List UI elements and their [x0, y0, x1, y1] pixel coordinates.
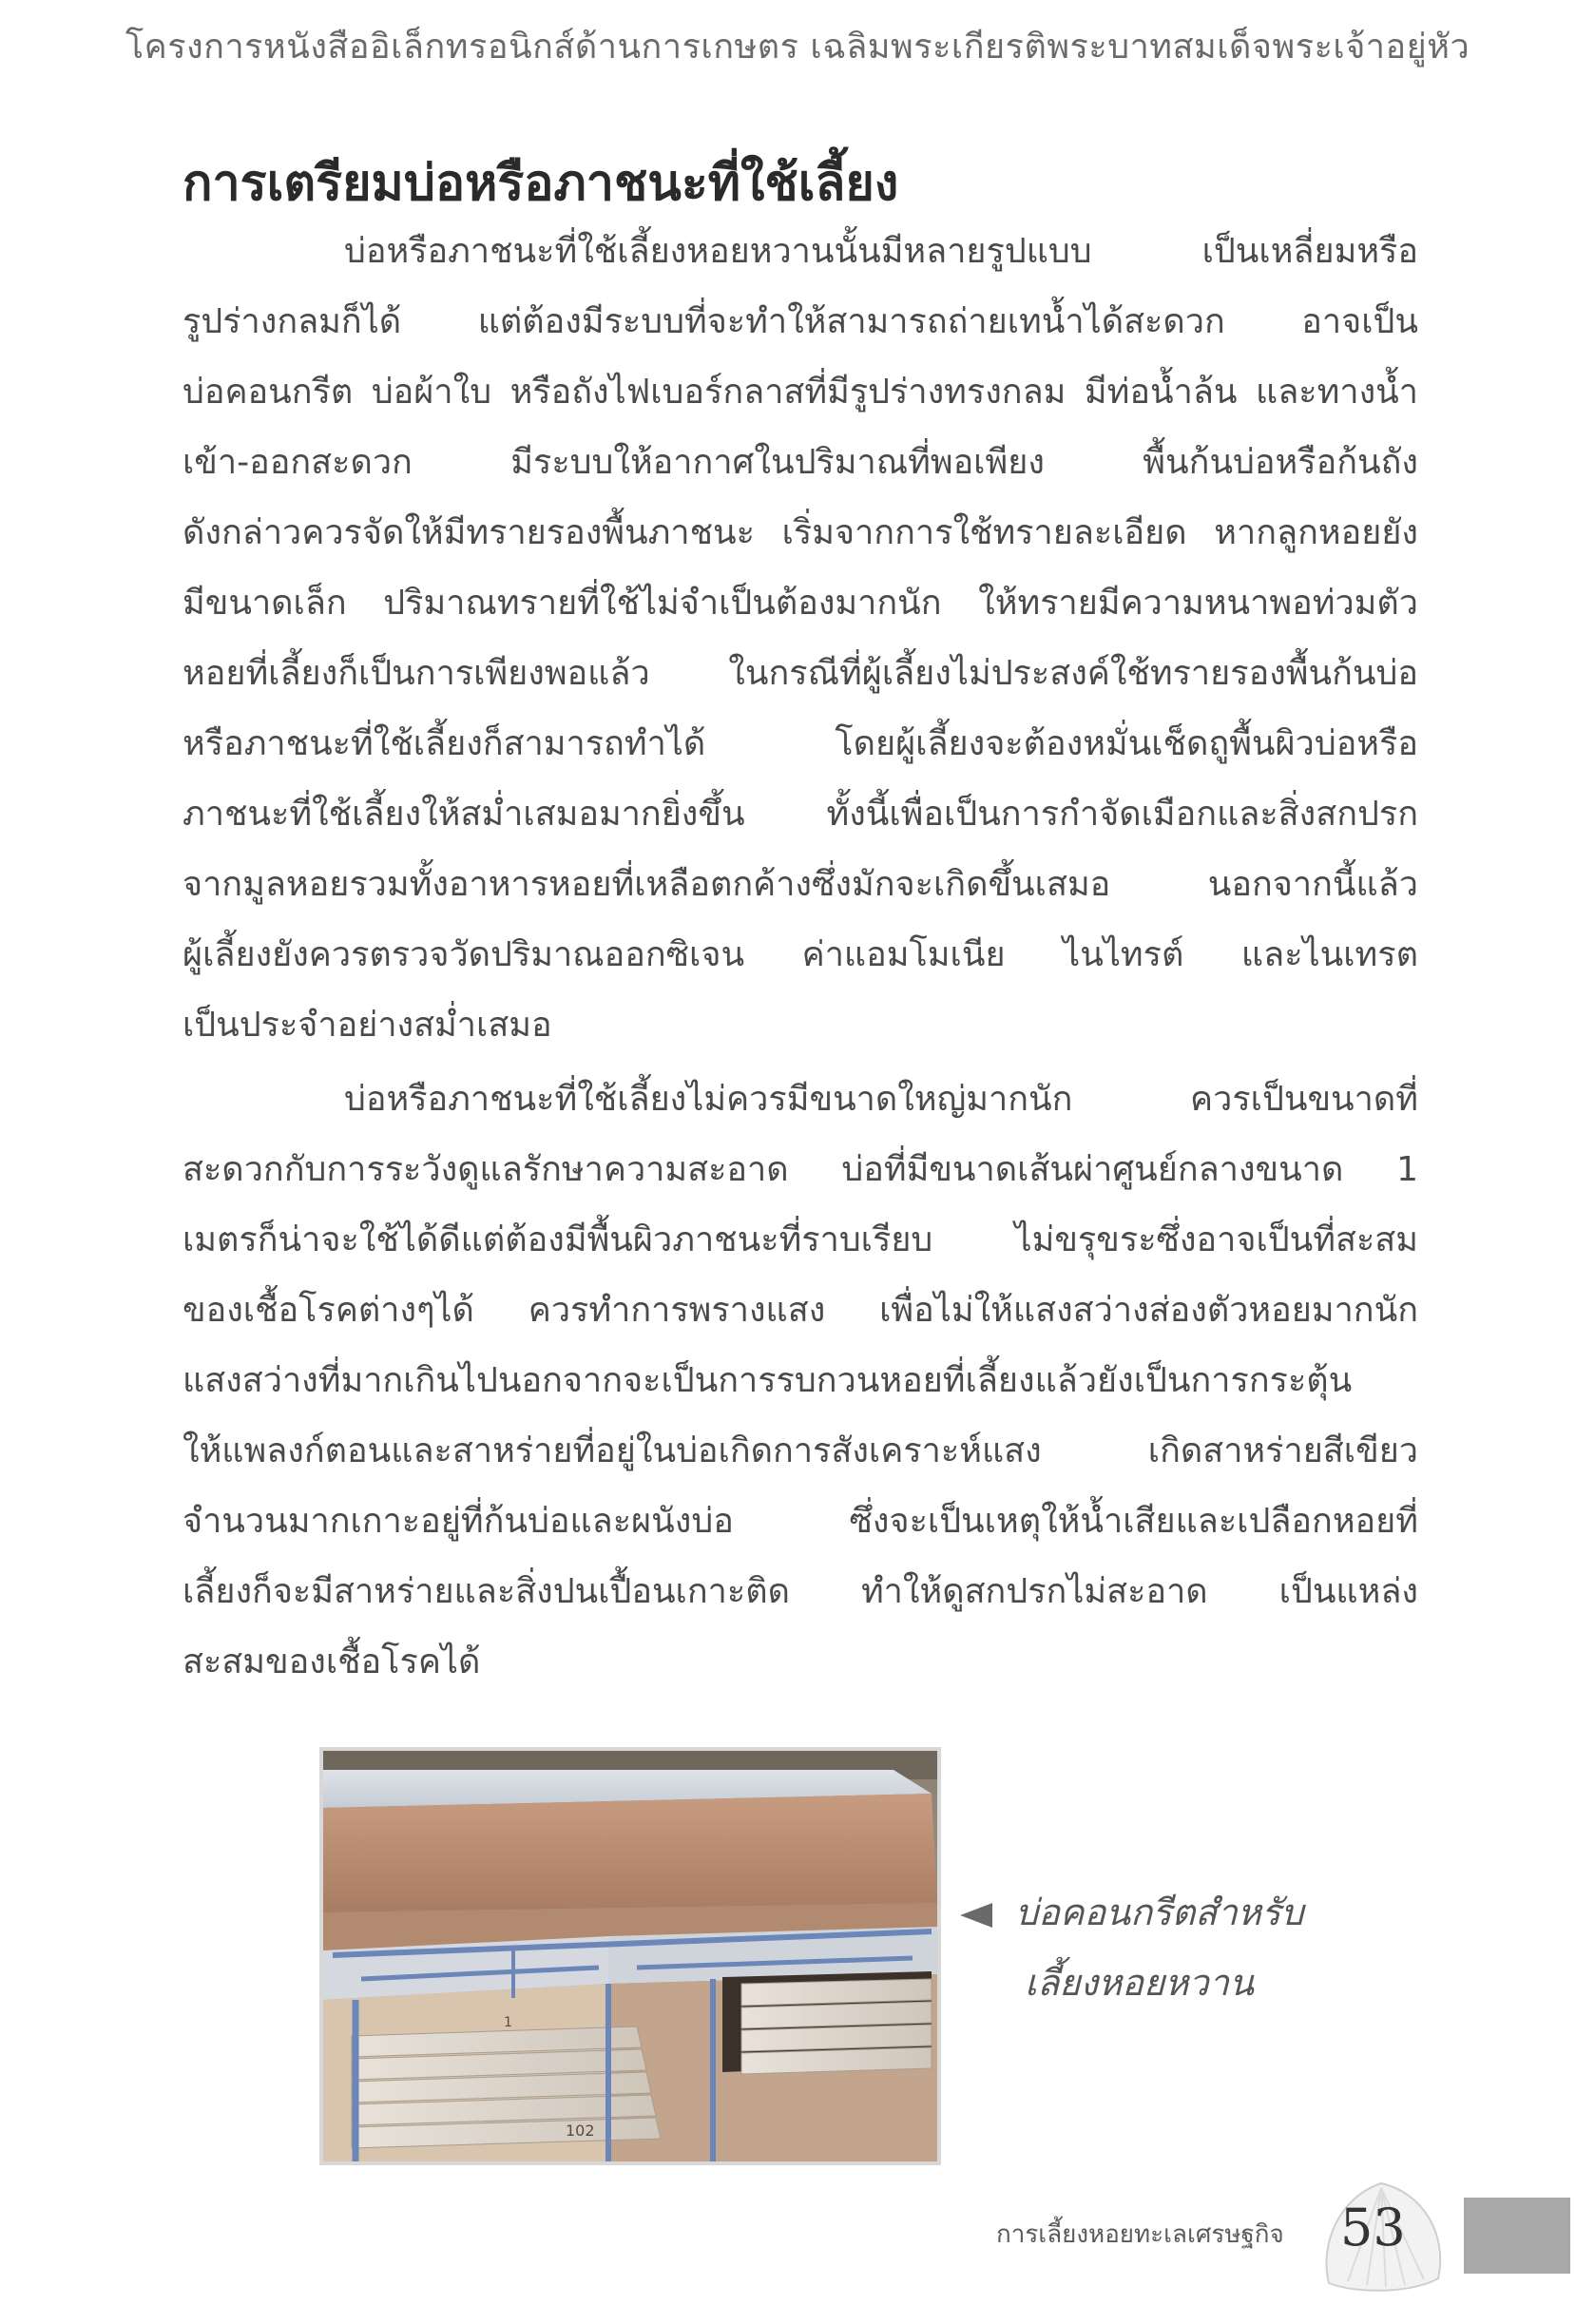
- text-line: เป็นประจำอย่างสม่ำเสมอ: [183, 1006, 552, 1045]
- text-line: เข้า-ออกสะดวก มีระบบให้อากาศในปริมาณที่พอเพียง พื้นก้นบ่อหรือก้นถัง: [183, 443, 1418, 482]
- corner-tab: [1464, 2198, 1570, 2274]
- text-line: จำนวนมากเกาะอยู่ที่ก้นบ่อและผนังบ่อ ซึ่งจะเป็นเหตุให้น้ำเสียและเปลือกหอยที่: [183, 1502, 1418, 1541]
- text-line: ให้แพลงก์ตอนและสาหร่ายที่อยู่ในบ่อเกิดการสังเคราะห์แสง เกิดสาหร่ายสีเขียว: [183, 1431, 1418, 1470]
- caption-line: บ่อคอนกรีตสำหรับ: [1015, 1892, 1304, 1933]
- paragraph-1: [183, 217, 1418, 1061]
- text-line: เมตรก็น่าจะใช้ได้ดีแต่ต้องมีพื้นผิวภาชนะที่ราบเรียบ ไม่ขรุขระซึ่งอาจเป็นที่สะสม: [183, 1220, 1418, 1259]
- text-line: สะดวกกับการระวังดูแลรักษาความสะอาด บ่อที่มีขนาดเส้นผ่าศูนย์กลางขนาด 1: [183, 1150, 1418, 1189]
- text-line: รูปร่างกลมก็ได้ แต่ต้องมีระบบที่จะทำให้สามารถถ่ายเทน้ำได้สะดวก อาจเป็น: [183, 302, 1418, 341]
- tank-label: 1: [504, 2015, 512, 2030]
- section-title: การเตรียมบ่อหรือภาชนะที่ใช้เลี้ยง: [183, 155, 899, 212]
- text-line: หรือภาชนะที่ใช้เลี้ยงก็สามารถทำได้ โดยผู้เลี้ยงจะต้องหมั่นเช็ดถูพื้นผิวบ่อหรือ: [183, 724, 1418, 763]
- text-line: ของเชื้อโรคต่างๆได้ ควรทำการพรางแสง เพื่อไม่ให้แสงสว่างส่องตัวหอยมากนัก: [183, 1291, 1418, 1330]
- page-number: 53: [1340, 2198, 1406, 2257]
- text-line: หอยที่เลี้ยงก็เป็นการเพียงพอแล้ว ในกรณีที่ผู้เลี้ยงไม่ประสงค์ใช้ทรายรองพื้นก้นบ่อ: [183, 654, 1418, 693]
- concrete-tank-photo: [319, 1747, 941, 2165]
- figure-caption: [960, 1877, 1303, 2018]
- text-line: ดังกล่าวควรจัดให้มีทรายรองพื้นภาชนะ เริ่มจากการใช้ทรายละเอียด หากลูกหอยยัง: [183, 513, 1418, 552]
- text-line: ภาชนะที่ใช้เลี้ยงให้สม่ำเสมอมากยิ่งขึ้น ทั้งนี้เพื่อเป็นการกำจัดเมือกและสิ่งสกปรก: [183, 795, 1418, 834]
- caption-line: เลี้ยงหอยหวาน: [1025, 1962, 1254, 2004]
- text-line: บ่อหรือภาชนะที่ใช้เลี้ยงไม่ควรมีขนาดใหญ่มากนัก ควรเป็นขนาดที่: [344, 1080, 1418, 1119]
- text-line: บ่อคอนกรีต บ่อผ้าใบ หรือถังไฟเบอร์กลาสที่มีรูปร่างทรงกลม มีท่อน้ำล้น และทางน้ำ: [183, 373, 1418, 412]
- text-line: สะสมของเชื้อโรคได้: [183, 1642, 481, 1681]
- concrete-tank-illustration: [323, 1751, 937, 2161]
- text-line: ผู้เลี้ยงยังควรตรวจวัดปริมาณออกซิเจน ค่าแอมโมเนีย ไนไทรต์ และไนเทรต: [183, 935, 1418, 974]
- running-header: โครงการหนังสืออิเล็กทรอนิกส์ด้านการเกษตร เฉลิมพระเกียรติพระบาทสมเด็จพระเจ้าอยู่หัว: [125, 28, 1470, 67]
- pointer-arrow-icon: [960, 1903, 992, 1928]
- tank-label: 102: [566, 2122, 595, 2140]
- paragraph-2: [183, 1065, 1418, 1698]
- footer-book-title: การเลี้ยงหอยทะเลเศรษฐกิจ: [996, 2220, 1284, 2249]
- text-line: เลี้ยงก็จะมีสาหร่ายและสิ่งปนเปื้อนเกาะติด ทำให้ดูสกปรกไม่สะอาด เป็นแหล่ง: [183, 1572, 1418, 1611]
- text-line: จากมูลหอยรวมทั้งอาหารหอยที่เหลือตกค้างซึ่งมักจะเกิดขึ้นเสมอ นอกจากนี้แล้ว: [183, 865, 1418, 904]
- text-line: บ่อหรือภาชนะที่ใช้เลี้ยงหอยหวานนั้นมีหลายรูปแบบ เป็นเหลี่ยมหรือ: [344, 232, 1418, 271]
- text-line: มีขนาดเล็ก ปริมาณทรายที่ใช้ไม่จำเป็นต้องมากนัก ให้ทรายมีความหนาพอท่วมตัว: [183, 584, 1418, 623]
- text-line: แสงสว่างที่มากเกินไปนอกจากจะเป็นการรบกวนหอยที่เลี้ยงแล้วยังเป็นการกระตุ้น: [183, 1361, 1353, 1400]
